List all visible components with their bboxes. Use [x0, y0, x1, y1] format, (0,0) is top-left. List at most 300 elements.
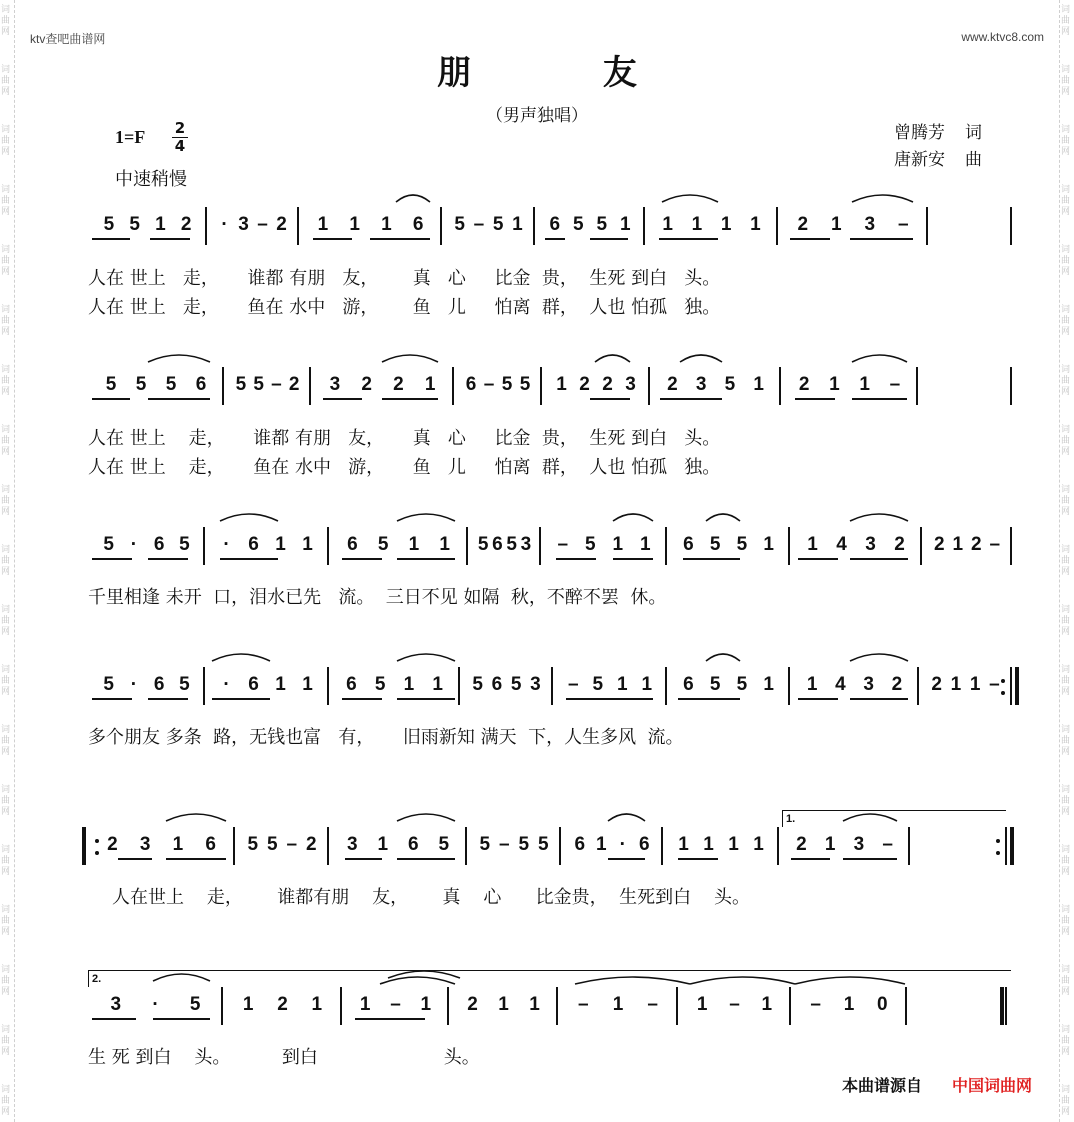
- beam-line: [613, 558, 653, 560]
- watermark-char: 网: [1061, 507, 1071, 517]
- score-note: 6: [248, 534, 259, 555]
- score-note: 2: [602, 374, 613, 395]
- watermark-char: 词: [1, 5, 11, 15]
- beam-line: [92, 698, 132, 700]
- watermark-char: 曲: [1061, 676, 1071, 686]
- watermark-char: 词: [1, 245, 11, 255]
- volta-number: 2.: [92, 973, 102, 985]
- score-note: 5: [374, 674, 386, 695]
- volta-number: 1.: [786, 813, 796, 825]
- watermark-char: 曲: [1, 796, 11, 806]
- beam-line: [566, 698, 653, 700]
- score-note: 6: [683, 534, 694, 555]
- repeat-start-barline: [82, 827, 86, 865]
- score-note: 1: [377, 834, 389, 855]
- score-note: –: [897, 214, 909, 235]
- score-note: 5: [709, 674, 721, 695]
- watermark-char: 词: [1061, 785, 1071, 795]
- score-note: 1: [317, 214, 329, 235]
- lyricist-role: 词: [965, 123, 982, 143]
- beam-line: [345, 858, 382, 860]
- score-note: 2: [797, 214, 809, 235]
- score-note: ·: [130, 674, 138, 695]
- watermark-char: 词: [1, 545, 11, 555]
- song-title: 朋 友: [437, 53, 697, 93]
- volta-bracket: [782, 810, 1006, 827]
- score-note: 1: [612, 534, 624, 555]
- watermark-char: 词: [1061, 125, 1071, 135]
- barline: [203, 667, 205, 705]
- score-note: 1: [761, 994, 773, 1015]
- watermark-char: 词: [1061, 605, 1071, 615]
- watermark-char: 词: [1061, 665, 1071, 675]
- repeat-end-barline: [1010, 827, 1014, 865]
- beam-line: [545, 238, 565, 240]
- barline: [920, 527, 922, 565]
- watermark-char: 词: [1061, 365, 1071, 375]
- slur: [852, 195, 913, 202]
- watermark-char: 网: [1, 807, 11, 817]
- source-site-left[interactable]: ktv查吧曲谱网: [30, 32, 106, 46]
- watermark-char: 曲: [1061, 256, 1071, 266]
- score-note: 1: [403, 674, 415, 695]
- barline: [327, 827, 329, 865]
- watermark-char: 曲: [1, 556, 11, 566]
- score-note: 2: [796, 834, 807, 855]
- score-note: 1: [691, 214, 703, 235]
- watermark-char: 词: [1, 305, 11, 315]
- beam-line: [798, 698, 838, 700]
- score-note: 1: [359, 994, 371, 1015]
- repeat-dot: [95, 851, 99, 855]
- lyric-line: 人在 世上 走， 鱼在 水中 游， 鱼 儿 怕离 群， 人也 怕孤 独。: [88, 457, 721, 478]
- watermark-char: 网: [1061, 267, 1071, 277]
- slur: [608, 814, 645, 821]
- key-signature: 1=F: [115, 127, 146, 147]
- score-note: 5: [736, 674, 748, 695]
- score-note: 5: [135, 374, 147, 395]
- watermark-char: 网: [1061, 147, 1071, 157]
- score-note: 1: [311, 994, 323, 1015]
- score-note: –: [473, 214, 485, 235]
- watermark-char: 词: [1, 665, 11, 675]
- score-note: 5: [179, 534, 190, 555]
- score-note: –: [483, 374, 495, 395]
- score-note: 5: [518, 834, 530, 855]
- beam-line: [795, 398, 835, 400]
- score-note: 1: [969, 674, 981, 695]
- barline: [327, 667, 329, 705]
- score-note: ·: [223, 534, 230, 555]
- beam-line: [148, 398, 210, 400]
- score-note: 2: [107, 834, 118, 855]
- barline: [917, 667, 919, 705]
- watermark-char: 词: [1, 605, 11, 615]
- watermark-char: 网: [1061, 687, 1071, 697]
- score-note: 3: [329, 374, 341, 395]
- score-note: 3: [695, 374, 707, 395]
- score-note: 5: [472, 674, 483, 695]
- beam-line: [92, 398, 130, 400]
- beam-line: [590, 238, 628, 240]
- score-note: 3: [110, 994, 122, 1015]
- score-note: 1: [349, 214, 360, 235]
- watermark-char: 网: [1, 627, 11, 637]
- lyric-line: 人在世上 走， 谁都有朋 友， 真 心 比金贵， 生死到白 头。: [112, 887, 750, 908]
- watermark-char: 词: [1, 1085, 11, 1095]
- score-note: 3: [863, 674, 874, 695]
- repeat-dot: [95, 839, 99, 843]
- watermark-char: 网: [1, 27, 11, 37]
- barline: [777, 827, 779, 865]
- score-note: 1: [420, 994, 432, 1015]
- watermark-char: 曲: [1, 376, 11, 386]
- watermark-char: 曲: [1, 1036, 11, 1046]
- slur: [595, 355, 630, 362]
- watermark-char: 曲: [1, 1096, 11, 1106]
- repeat-dot: [996, 839, 1000, 843]
- score-note: 5: [709, 534, 721, 555]
- volta-bracket: [88, 970, 1011, 987]
- watermark-char: 网: [1061, 447, 1071, 457]
- beam-line: [659, 238, 718, 240]
- score-note: –: [889, 374, 901, 395]
- watermark-char: 网: [1, 987, 11, 997]
- footer-source-site[interactable]: 中国词曲网: [952, 1076, 1033, 1095]
- score-note: 5: [492, 214, 504, 235]
- lyric-line: 千里相逢 未开 口，泪水已先 流。 三日不见 如隔 秋，不醉不罢 休。: [88, 587, 667, 608]
- score-note: 4: [835, 674, 846, 695]
- score-note: 5: [479, 834, 491, 855]
- watermark-char: 词: [1, 725, 11, 735]
- barline: [221, 987, 223, 1025]
- score-note: –: [390, 994, 401, 1015]
- score-note: 1: [302, 674, 313, 695]
- watermark-char: 网: [1061, 387, 1071, 397]
- barline: [1010, 367, 1012, 405]
- barline: [556, 987, 558, 1025]
- score-note: 5: [506, 534, 517, 555]
- watermark-char: 网: [1061, 207, 1071, 217]
- slur: [680, 355, 722, 362]
- watermark-char: 词: [1061, 1085, 1071, 1095]
- score-note: 2: [277, 994, 288, 1015]
- score-note: 5: [165, 374, 177, 395]
- score-note: 6: [638, 834, 650, 855]
- watermark-char: 词: [1061, 905, 1071, 915]
- score-note: 5: [537, 834, 549, 855]
- slur: [148, 355, 210, 362]
- score-note: ·: [152, 994, 159, 1015]
- score-note: 2: [667, 374, 678, 395]
- score-note: 5: [253, 374, 264, 395]
- watermark-char: 曲: [1, 16, 11, 26]
- score-note: 1: [750, 214, 761, 235]
- score-note: 1: [408, 534, 420, 555]
- watermark-char: 词: [1, 965, 11, 975]
- slur: [397, 654, 455, 661]
- beam-line: [678, 698, 740, 700]
- beam-line: [850, 698, 908, 700]
- score-note: 5: [129, 214, 140, 235]
- time-signature-top: 2: [174, 119, 186, 137]
- watermark-char: 网: [1, 687, 11, 697]
- score-note: 5: [235, 374, 247, 395]
- tempo-marking: 中速稍慢: [115, 169, 187, 190]
- barline: [440, 207, 442, 245]
- barline: [648, 367, 650, 405]
- watermark-char: 网: [1, 387, 11, 397]
- score-note: ·: [221, 214, 228, 235]
- beam-line: [220, 558, 278, 560]
- score-note: 1: [172, 834, 184, 855]
- barline: [665, 527, 667, 565]
- score-note: 2: [305, 834, 317, 855]
- score-note: 5: [247, 834, 259, 855]
- watermark-char: 词: [1061, 845, 1071, 855]
- barline: [1010, 527, 1012, 565]
- score-note: 5: [103, 534, 114, 555]
- barline: [776, 207, 778, 245]
- slur: [706, 654, 740, 661]
- score-note: –: [257, 214, 268, 235]
- beam-line: [843, 858, 897, 860]
- score-note: 1: [678, 834, 689, 855]
- watermark-char: 曲: [1061, 76, 1071, 86]
- score-note: 2: [579, 374, 590, 395]
- slur: [613, 514, 653, 521]
- score-note: 2: [288, 374, 300, 395]
- song-subtitle: （男声独唱）: [486, 106, 588, 126]
- watermark-char: 曲: [1061, 736, 1071, 746]
- watermark-char: 曲: [1, 76, 11, 86]
- slur: [212, 654, 270, 661]
- score-note: 3: [865, 534, 876, 555]
- barline: [779, 367, 781, 405]
- lyric-line: 人在 世上 走， 谁都 有朋 友， 真 心 比金 贵， 生死 到白 头。: [88, 268, 721, 289]
- beam-line: [556, 558, 596, 560]
- score-note: 1: [529, 994, 540, 1015]
- score-note: 3: [853, 834, 865, 855]
- score-note: –: [729, 994, 740, 1015]
- slur: [396, 195, 430, 202]
- barline: [533, 207, 535, 245]
- beam-line: [382, 398, 438, 400]
- score-note: 1: [952, 534, 964, 555]
- score-note: 6: [492, 534, 503, 555]
- score-note: 1: [275, 534, 286, 555]
- score-note: –: [989, 674, 1000, 695]
- score-note: 3: [625, 374, 636, 395]
- score-note: 1: [859, 374, 870, 395]
- barline: [466, 527, 468, 565]
- watermark-char: 网: [1061, 987, 1071, 997]
- score-note: 6: [347, 534, 358, 555]
- score-note: 2: [931, 674, 942, 695]
- score-note: 5: [103, 674, 114, 695]
- composer-role: 曲: [965, 150, 982, 170]
- score-note: 2: [276, 214, 287, 235]
- watermark-char: 网: [1, 207, 11, 217]
- watermark-char: 曲: [1, 976, 11, 986]
- beam-line: [852, 398, 907, 400]
- beam-line: [166, 858, 226, 860]
- watermark-char: 曲: [1, 856, 11, 866]
- score-note: 2: [361, 374, 372, 395]
- beam-line: [323, 398, 362, 400]
- score-note: –: [989, 534, 1001, 555]
- barline: [340, 987, 342, 1025]
- score-note: 1: [950, 674, 962, 695]
- watermark-char: 网: [1061, 27, 1071, 37]
- barline: [205, 207, 207, 245]
- watermark-char: 曲: [1, 676, 11, 686]
- slur: [166, 814, 226, 821]
- watermark-char: 词: [1, 425, 11, 435]
- beam-line: [397, 858, 455, 860]
- barline: [926, 207, 928, 245]
- barline: [905, 987, 907, 1025]
- watermark-char: 曲: [1, 616, 11, 626]
- watermark-char: 网: [1, 87, 11, 97]
- watermark-char: 曲: [1061, 916, 1071, 926]
- score-note: 6: [407, 834, 419, 855]
- score-note: 6: [153, 674, 165, 695]
- beam-line: [397, 558, 455, 560]
- score-note: 1: [829, 374, 840, 395]
- score-note: 6: [574, 834, 586, 855]
- watermark-char: 网: [1, 867, 11, 877]
- barline: [447, 987, 449, 1025]
- barline: [222, 367, 224, 405]
- barline: [203, 527, 205, 565]
- score-note: 6: [491, 674, 503, 695]
- score-note: 2: [894, 534, 905, 555]
- watermark-char: 曲: [1061, 1036, 1071, 1046]
- score-note: 5: [477, 534, 489, 555]
- beam-line: [148, 558, 188, 560]
- barline: [643, 207, 645, 245]
- score-note: 3: [346, 834, 358, 855]
- beam-line: [150, 238, 190, 240]
- barline: [916, 367, 918, 405]
- watermark-char: 曲: [1061, 196, 1071, 206]
- barline: [452, 367, 454, 405]
- beam-line: [850, 238, 913, 240]
- beam-line: [370, 238, 430, 240]
- watermark-char: 词: [1061, 65, 1071, 75]
- watermark-char: 曲: [1061, 436, 1071, 446]
- score-note: 1: [728, 834, 739, 855]
- score-note: 1: [830, 214, 842, 235]
- beam-line: [397, 698, 455, 700]
- watermark-char: 网: [1061, 927, 1071, 937]
- score-note: 1: [753, 834, 764, 855]
- score-note: 1: [843, 994, 855, 1015]
- lyric-line: 生 死 到白 头。 到白 头。: [88, 1047, 480, 1068]
- score-note: 1: [763, 674, 774, 695]
- composer-name: 唐新安: [894, 150, 945, 170]
- score-note: 6: [195, 374, 207, 395]
- watermark-char: 词: [1, 1025, 11, 1035]
- barline: [788, 527, 790, 565]
- score-note: 1: [595, 834, 607, 855]
- beam-line: [153, 1018, 210, 1020]
- score-note: 6: [248, 674, 259, 695]
- barline: [1005, 827, 1007, 865]
- lyric-line: 人在 世上 走， 鱼在 水中 游， 鱼 儿 怕离 群， 人也 怕孤 独。: [88, 297, 721, 318]
- watermark-char: 网: [1, 567, 11, 577]
- score-note: 5: [519, 374, 531, 395]
- score-note: 5: [596, 214, 608, 235]
- watermark-char: 网: [1061, 567, 1071, 577]
- watermark-char: 曲: [1061, 976, 1071, 986]
- barline: [559, 827, 561, 865]
- slur: [662, 195, 718, 202]
- watermark-char: 词: [1, 905, 11, 915]
- source-site-right[interactable]: www.ktvc8.com: [961, 30, 1044, 44]
- watermark-char: 词: [1061, 425, 1071, 435]
- score-note: 5: [501, 374, 513, 395]
- watermark-char: 词: [1061, 1025, 1071, 1035]
- watermark-char: 曲: [1061, 616, 1071, 626]
- score-note: 2: [393, 374, 404, 395]
- barline: [676, 987, 678, 1025]
- watermark-char: 词: [1061, 185, 1071, 195]
- slur: [397, 514, 455, 521]
- lyric-line: 多个朋友 多条 路，无钱也富 有， 旧雨新知 满天 下，人生多风 流。: [88, 727, 684, 748]
- watermark-char: 曲: [1, 136, 11, 146]
- lyric-line: 人在 世上 走， 谁都 有朋 友， 真 心 比金 贵， 生死 到白 头。: [88, 428, 721, 449]
- slur: [852, 355, 907, 362]
- watermark-char: 网: [1, 267, 11, 277]
- watermark-char: 网: [1061, 327, 1071, 337]
- barline: [540, 367, 542, 405]
- footer-source-label: 本曲谱源自: [842, 1076, 923, 1095]
- score-note: 3: [530, 674, 541, 695]
- watermark-char: 曲: [1061, 1096, 1071, 1106]
- watermark-char: 词: [1, 365, 11, 375]
- score-note: –: [810, 994, 821, 1015]
- watermark-char: 曲: [1061, 316, 1071, 326]
- score-note: 1: [439, 534, 450, 555]
- score-note: –: [271, 374, 282, 395]
- score-note: 1: [556, 374, 567, 395]
- watermark-char: 词: [1, 785, 11, 795]
- score-note: 5: [592, 674, 604, 695]
- slur: [850, 654, 908, 661]
- watermark-char: 词: [1, 185, 11, 195]
- score-note: 5: [736, 534, 748, 555]
- score-note: 1: [432, 674, 443, 695]
- score-note: –: [286, 834, 298, 855]
- score-note: 5: [510, 674, 522, 695]
- score-note: 1: [512, 214, 523, 235]
- watermark-char: 网: [1061, 87, 1071, 97]
- watermark-char: 词: [1, 125, 11, 135]
- watermark-char: 词: [1061, 245, 1071, 255]
- score-note: 2: [970, 534, 982, 555]
- score-note: 1: [275, 674, 286, 695]
- watermark-char: 词: [1061, 965, 1071, 975]
- watermark-char: 网: [1061, 807, 1071, 817]
- watermark-char: 词: [1061, 485, 1071, 495]
- watermark-char: 曲: [1, 916, 11, 926]
- time-signature-bottom: 4: [174, 137, 186, 155]
- score-note: –: [882, 834, 893, 855]
- watermark-char: 网: [1, 507, 11, 517]
- beam-line: [678, 858, 718, 860]
